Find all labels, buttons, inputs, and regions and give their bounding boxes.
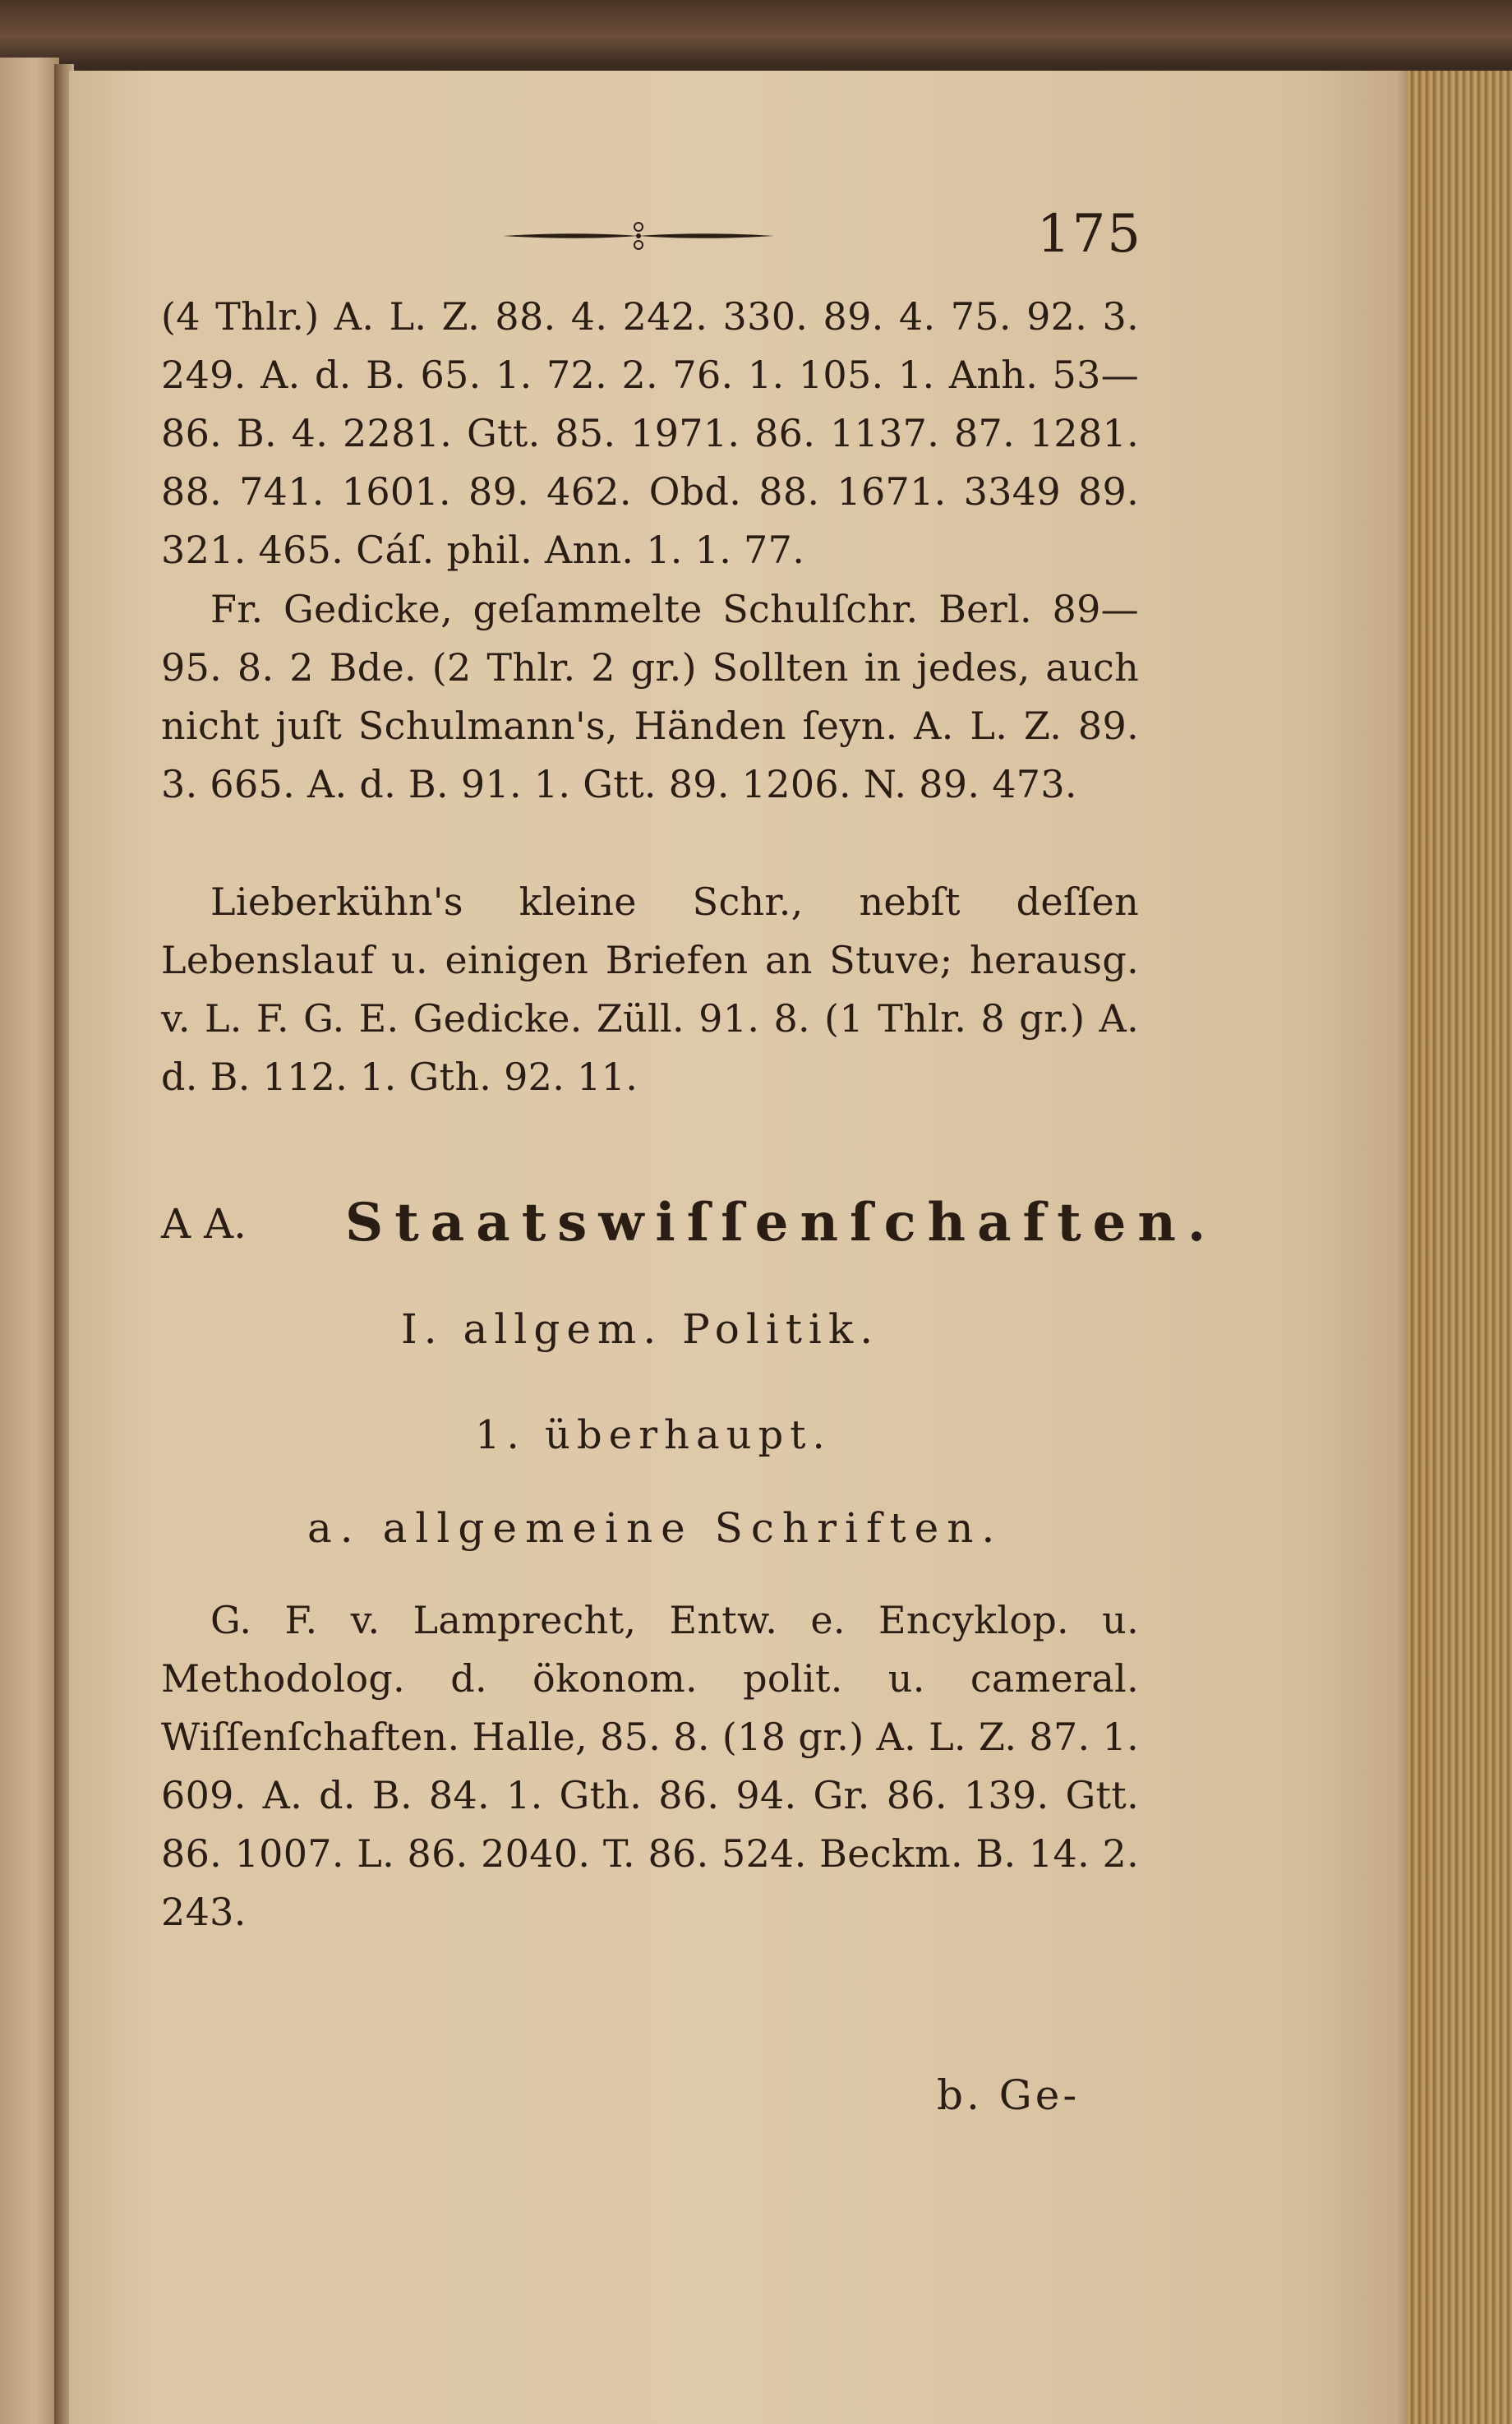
catchword: b. Ge-	[937, 2071, 1081, 2119]
entry-lieberkuehn: Lieberkühn's kleine Schr., nebſt deſſen Lebenslauf u. einigen Briefen an Stuve; herausg. v. L. F. G. E. Gedicke. Züll. 91. 8. (1 Thlr. 8 gr.) A. d. B. 112. 1. Gth. 92. 11.	[161, 880, 1139, 1099]
book-fore-edge	[1407, 71, 1512, 2424]
entry-gedicke: Fr. Gedicke, geſammelte Schulſchr. Berl. 89—95. 8. 2 Bde. (2 Thlr. 2 gr.) Sollten in jedes, auch nicht juſt Schulmann's, Händen ſeyn. A. L. Z. 89. 3. 665. A. d. B. 91. 1. Gtt. 89. 1206. N. 89. 473.	[161, 587, 1139, 806]
subsection-heading-politik: I. allgem. Politik.	[401, 1305, 880, 1353]
subsection-heading-schriften: a. allgemeine Schriften.	[307, 1504, 1003, 1552]
entry-lamprecht: G. F. v. Lamprecht, Entw. e. Encyklop. u. Methodolog. d. ökonom. polit. u. cameral. Wiſſenſchaften. Halle, 85. 8. (18 gr.) A. L. Z. 87. 1. 609. A. d. B. 84. 1. Gth. 86. 94. Gr. 86. 139. Gtt. 86. 1007. L. 86. 2040. T. 86. 524. Beckm. B. 14. 2. 243.	[161, 1598, 1139, 1934]
header-ornament	[503, 215, 774, 256]
book-top-edge	[0, 0, 1512, 66]
section-title: Staatswiſſenſchaften.	[345, 1192, 1218, 1254]
entry-continued: (4 Thlr.) A. L. Z. 88. 4. 242. 330. 89. 4. 75. 92. 3. 249. A. d. B. 65. 1. 72. 2. 76. 1. 105. 1. Anh. 53—86. B. 4. 2281. Gtt. 85. 1971. 86. 1137. 87. 1281. 88. 741. 1601. 89. 462. Obd. 88. 1671. 3349 89. 321. 465. Cáſ. phil. Ann. 1. 1. 77.	[161, 294, 1139, 572]
page-number: 175	[1036, 204, 1142, 265]
left-page-edge	[0, 58, 59, 2424]
subsection-heading-ueberhaupt: 1. überhaupt.	[475, 1412, 832, 1458]
section-code: A A.	[161, 1200, 247, 1248]
